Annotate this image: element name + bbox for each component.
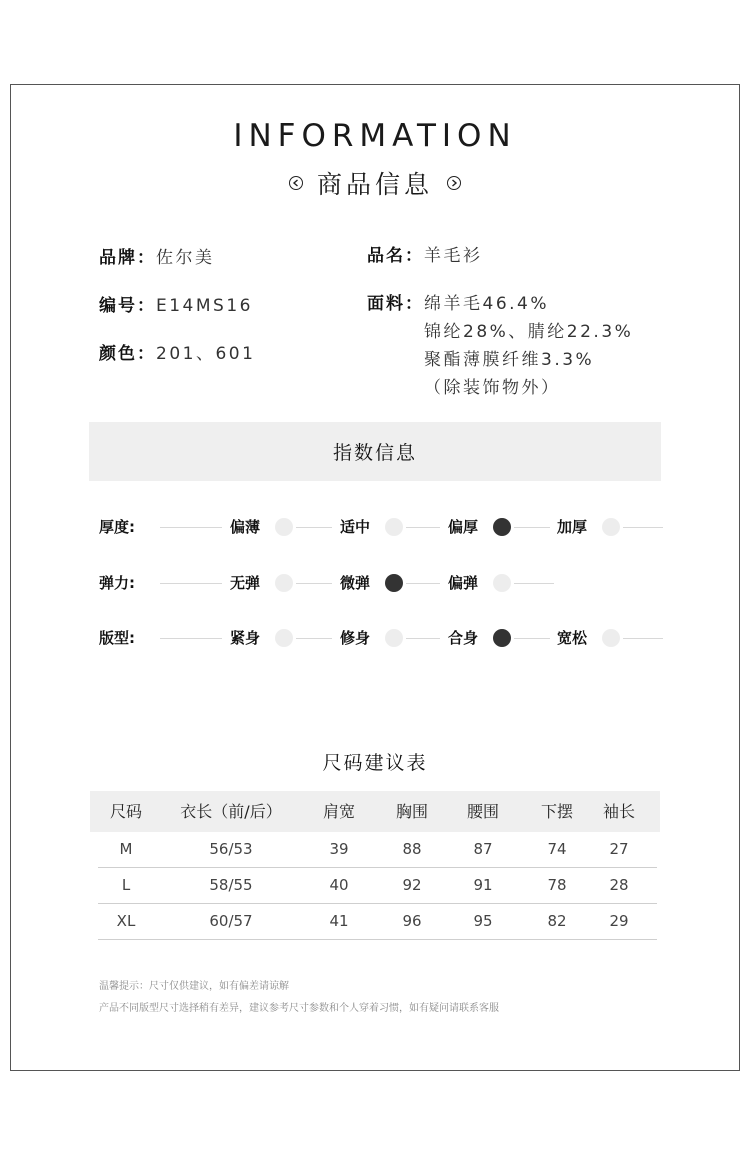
index-section-header xyxy=(89,422,661,481)
divider-line xyxy=(160,638,222,639)
divider-line xyxy=(406,638,440,639)
circle-right-arrow-icon xyxy=(447,176,461,190)
color-label: 颜色： xyxy=(99,344,156,364)
option-label: 适中 xyxy=(340,518,371,536)
header-cell: 袖长 xyxy=(602,802,635,821)
option-label: 微弹 xyxy=(340,574,371,592)
index-title: 指数信息 xyxy=(332,442,417,464)
title-english: INFORMATION xyxy=(233,118,517,154)
product-name-value: 羊毛衫 xyxy=(424,246,483,266)
title-chinese: 商品信息 xyxy=(316,170,433,199)
info-product-name xyxy=(367,242,483,270)
info-color xyxy=(99,340,255,368)
code-label: 编号： xyxy=(99,296,156,316)
fabric-line: 锦纶28%、腈纶22.3% xyxy=(424,322,634,342)
option-dot xyxy=(275,629,293,647)
fabric-lines xyxy=(424,290,633,402)
option-dot-selected xyxy=(493,518,511,536)
color-value: 201、601 xyxy=(156,344,256,364)
product-name-label: 品名： xyxy=(367,246,424,266)
option-dot xyxy=(493,574,511,592)
divider-line xyxy=(296,638,332,639)
option-dot xyxy=(385,629,403,647)
table-cell: 28 xyxy=(609,876,629,894)
option-label: 紧身 xyxy=(230,629,261,647)
info-code xyxy=(99,292,253,320)
brand-label: 品牌： xyxy=(99,248,156,268)
table-row xyxy=(98,832,657,868)
header-cell: 衣长（前/后） xyxy=(180,802,282,821)
divider-line xyxy=(296,527,332,528)
table-cell: 91 xyxy=(473,876,493,894)
table-cell: M xyxy=(119,840,133,858)
header-cell: 腰围 xyxy=(466,802,499,821)
fabric-line: 绵羊毛46.4% xyxy=(424,294,550,314)
option-dot xyxy=(275,574,293,592)
code-value: E14MS16 xyxy=(156,296,253,316)
table-cell: 87 xyxy=(473,840,493,858)
table-cell: L xyxy=(121,876,131,894)
note-advice: 产品不同版型尺寸选择稍有差异，建议参考尺寸参数和个人穿着习惯，如有疑问请联系客服 xyxy=(99,1003,499,1014)
table-cell: 96 xyxy=(402,912,422,930)
table-cell: 29 xyxy=(609,912,629,930)
divider-line xyxy=(514,638,550,639)
table-cell: 39 xyxy=(329,840,349,858)
option-dot xyxy=(385,518,403,536)
brand-value: 佐尔美 xyxy=(156,248,215,268)
fabric-line: （除装饰物外） xyxy=(424,378,561,398)
divider-line xyxy=(406,527,440,528)
attr-row-elasticity xyxy=(0,571,750,595)
divider-line xyxy=(514,527,550,528)
divider-line xyxy=(160,583,222,584)
option-dot xyxy=(602,629,620,647)
attr-row-fit xyxy=(0,626,750,650)
table-cell: 78 xyxy=(547,876,567,894)
option-dot-selected xyxy=(385,574,403,592)
divider-line xyxy=(623,527,663,528)
circle-left-arrow-icon xyxy=(289,176,303,190)
table-cell: XL xyxy=(116,912,136,930)
divider-line xyxy=(406,583,440,584)
title-chinese-block xyxy=(0,166,750,200)
divider-line xyxy=(623,638,663,639)
divider-line xyxy=(514,583,554,584)
info-fabric xyxy=(367,290,633,402)
option-label: 宽松 xyxy=(557,629,588,647)
table-cell: 58/55 xyxy=(209,876,253,894)
info-brand xyxy=(99,244,215,272)
attr-label: 厚度: xyxy=(99,518,135,536)
size-table-header xyxy=(90,791,660,832)
table-row xyxy=(98,868,657,904)
option-dot xyxy=(602,518,620,536)
attr-row-thickness xyxy=(0,515,750,539)
option-dot xyxy=(275,518,293,536)
attr-label: 版型: xyxy=(99,629,135,647)
option-label: 偏薄 xyxy=(230,518,261,536)
table-cell: 95 xyxy=(473,912,493,930)
option-label: 无弹 xyxy=(230,574,261,592)
table-row xyxy=(98,904,657,940)
fabric-line: 聚酯薄膜纤维3.3% xyxy=(424,350,595,370)
option-label: 偏弹 xyxy=(448,574,479,592)
fabric-label: 面料： xyxy=(367,294,424,314)
divider-line xyxy=(296,583,332,584)
option-label: 修身 xyxy=(340,629,371,647)
header-cell: 尺码 xyxy=(109,802,142,821)
table-cell: 27 xyxy=(609,840,629,858)
table-cell: 56/53 xyxy=(209,840,253,858)
divider-line xyxy=(160,527,222,528)
table-cell: 60/57 xyxy=(209,912,253,930)
table-cell: 40 xyxy=(329,876,349,894)
table-cell: 92 xyxy=(402,876,422,894)
option-label: 加厚 xyxy=(557,518,588,536)
header-cell: 下摆 xyxy=(540,802,573,821)
header-cell: 肩宽 xyxy=(322,802,355,821)
table-cell: 74 xyxy=(547,840,567,858)
header-cell: 胸围 xyxy=(395,802,428,821)
table-cell: 88 xyxy=(402,840,422,858)
option-label: 合身 xyxy=(448,629,479,647)
note-tip: 温馨提示：尺寸仅供建议，如有偏差请谅解 xyxy=(99,981,289,992)
option-label: 偏厚 xyxy=(448,518,479,536)
size-table xyxy=(90,791,660,940)
option-dot-selected xyxy=(493,629,511,647)
table-cell: 41 xyxy=(329,912,349,930)
attr-label: 弹力: xyxy=(99,574,135,592)
table-cell: 82 xyxy=(547,912,567,930)
size-table-title: 尺码建议表 xyxy=(322,752,428,774)
